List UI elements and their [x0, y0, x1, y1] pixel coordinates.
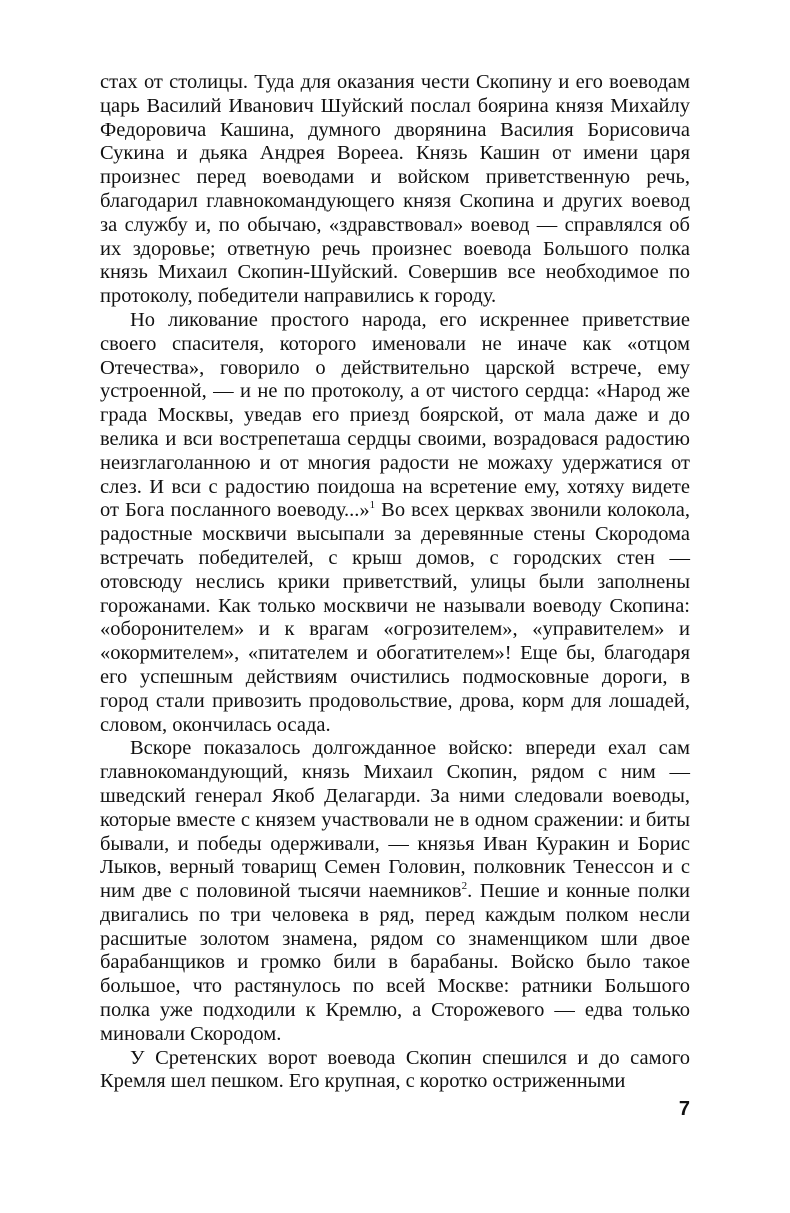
paragraph-1 [100, 71, 690, 309]
paragraph-1-text: стах от столицы. Туда для оказания чести Скопину и его воеводам царь Василий Иванович Шуйский послал боярина князя Михайлу Федоровича Кашина, думного дворянина Василия Борисовича Сукина и дьяка Андрея Ворееа. Князь Кашин от имени царя произнес перед воеводами и войском приветственную речь, благодарил главнокомандующего князя Скопина и других воевод за службу и, по обычаю, «здравствовал» воевод — справлялся об их здоровье; ответную речь произнес воевода Большого полка князь Михаил Скопин-Шуйский. Совершив все необходимое по протоколу, победители направились к городу. [100, 71, 690, 308]
paragraph-2 [100, 309, 690, 737]
paragraph-3 [100, 737, 690, 1046]
paragraph-4 [100, 1047, 690, 1095]
paragraph-2-text-continued: Во всех церквах звонили колокола, радостные москвичи высыпали за деревянные стены Скородома встречать победителей, с крыш домов, с городских стен — отовсюду неслись крики приветствий, улицы были заполнены горожанами. Как только москвичи не называли воеводу Скопина: «оборонителем» и к врагам «огрозителем», «управителем» и «окормителем», «питателем и обогатителем»! Еще бы, благодаря его успешным действиям очистились подмосковные дороги, в город стали привозить продовольствие, дрова, корм для лошадей, словом, окончилась осада. [100, 499, 690, 736]
body-text [100, 71, 690, 1094]
paragraph-3-text-continued: . Пешие и конные полки двигались по три человека в ряд, перед каждым полком несли расшитые золотом знамена, рядом со знаменщиком шли двое барабанщиков и громко били в барабаны. Войско было такое большое, что растянулось по всей Москве: ратники Большого полка уже подходили к Кремлю, а Сторожевого — едва только миновали Скородом. [100, 880, 690, 1045]
footnote-ref-1: 1 [369, 499, 376, 512]
paragraph-2-text: Но ликование простого народа, его искреннее приветствие своего спасителя, которого именовали не иначе как «отцом Отечества», говорило о действительно царской встрече, ему устроенной, — и не по протоколу, а от чистого сердца: «Народ же града Москвы, уведав его приезд боярской, от мала даже и до велика и вси вострепеташа сердцы своими, возрадовася радостию неизглаголанною и от многия радости не можаху удержатися от слез. И вси с радостию поидоша на всретение ему, хотяху видете от Бога посланного воеводу...» [100, 308, 690, 522]
footnote-ref-2: 2 [461, 880, 468, 893]
page-number: 7 [678, 1098, 690, 1120]
paragraph-3-text: Вскоре показалось долгожданное войско: впереди ехал сам главнокомандующий, князь Михаил Скопин, рядом с ним — шведский генерал Якоб Делагарди. За ними следовали воеводы, которые вместе с князем участвовали не в одном сражении: и биты бывали, и победы одерживали, — князья Иван Куракин и Борис Лыков, верный товарищ Семен Головин, полковник Тенессон и с ним две с половиной тысячи наемников [100, 737, 690, 903]
paragraph-4-text: У Сретенских ворот воевода Скопин спешился и до самого Кремля шел пешком. Его крупная, с коротко остриженными [100, 1046, 690, 1093]
